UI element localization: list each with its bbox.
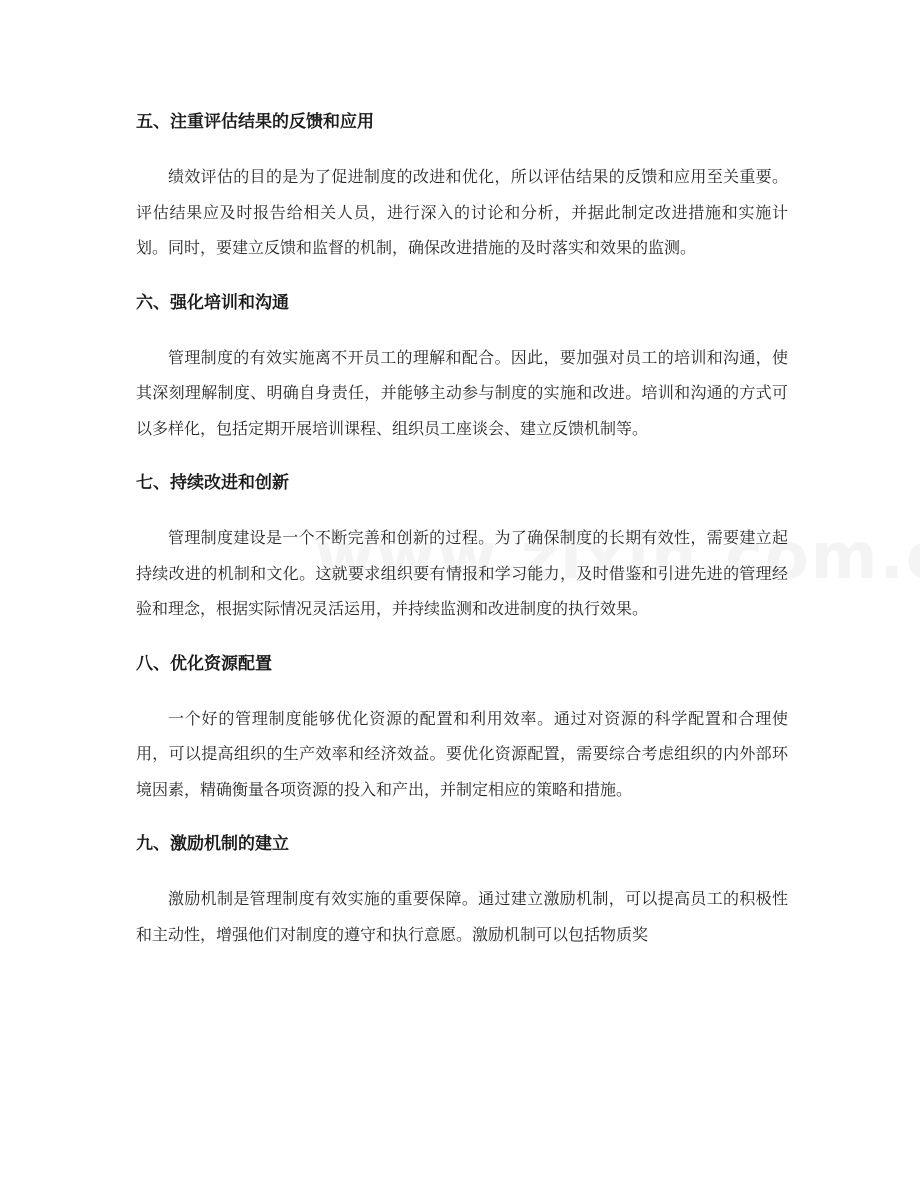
section-7 [136, 465, 788, 627]
section-paragraph: 管理制度建设是一个不断完善和创新的过程。为了确保制度的长期有效性，需要建立起持续改进的机制和文化。这就要求组织要有情报和学习能力，及时借鉴和引进先进的管理经验和理念，根据实际情况灵活运用，并持续监测和改进制度的执行效果。 [136, 528, 788, 618]
document-body [136, 104, 788, 971]
section-heading: 五、注重评估结果的反馈和应用 [136, 112, 374, 132]
section-paragraph: 一个好的管理制度能够优化资源的配置和利用效率。通过对资源的科学配置和合理使用，可以提高组织的生产效率和经济效益。要优化资源配置，需要综合考虑组织的内外部环境因素，精确衡量各项资源的投入和产出，并制定相应的策略和措施。 [136, 708, 788, 799]
section-paragraph: 绩效评估的目的是为了促进制度的改进和优化，所以评估结果的反馈和应用至关重要。评估结果应及时报告给相关人员，进行深入的讨论和分析，并据此制定改进措施和实施计划。同时，要建立反馈和监督的机制，确保改进措施的及时落实和效果的监测。 [136, 167, 788, 257]
section-heading: 六、强化培训和沟通 [136, 292, 289, 313]
section-paragraph: 管理制度的有效实施离不开员工的理解和配合。因此，要加强对员工的培训和沟通，使其深刻理解制度、明确自身责任，并能够主动参与制度的实施和改进。培训和沟通的方式可以多样化，包括定期开展培训课程、组织员工座谈会、建立反馈机制等。 [136, 347, 788, 438]
section-heading: 八、优化资源配置 [136, 653, 272, 674]
section-5 [136, 104, 788, 266]
section-heading: 九、激励机制的建立 [136, 834, 289, 854]
section-paragraph: 激励机制是管理制度有效实施的重要保障。通过建立激励机制，可以提高员工的积极性和主动性，增强他们对制度的遵守和执行意愿。激励机制可以包括物质奖 [136, 889, 788, 944]
section-heading: 七、持续改进和创新 [136, 473, 289, 493]
section-9 [136, 826, 788, 952]
section-8 [136, 646, 788, 808]
section-6 [136, 285, 788, 447]
